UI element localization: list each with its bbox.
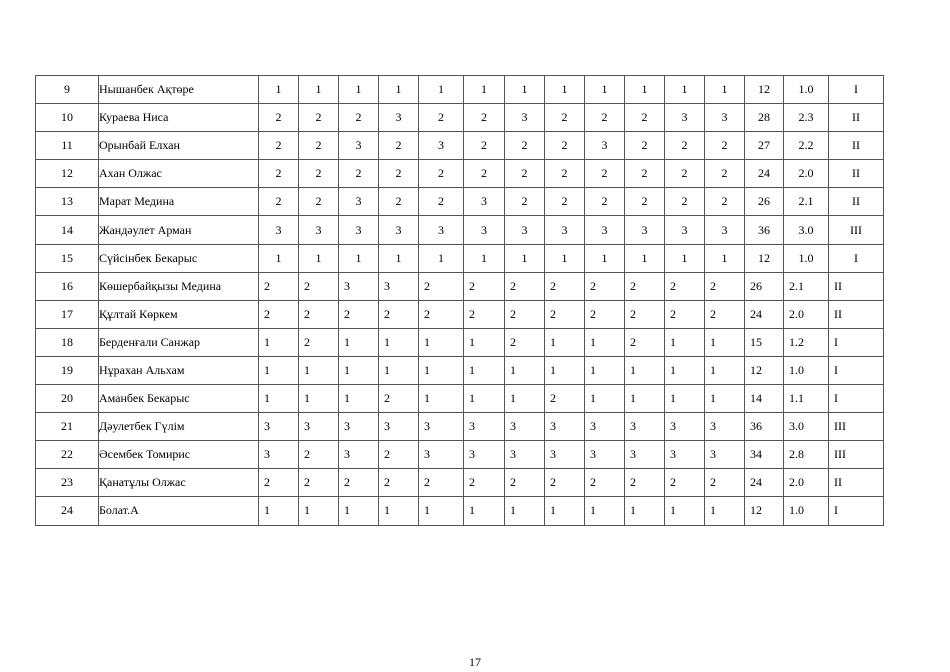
score-cell: 2	[705, 188, 745, 216]
score-cell: 1	[705, 497, 745, 525]
score-cell: 2	[705, 469, 745, 497]
level-cell: I	[829, 356, 884, 384]
score-cell: 3	[299, 413, 339, 441]
score-cell: 3	[464, 188, 505, 216]
score-cell: 3	[665, 413, 705, 441]
student-name-cell: Көшербайқызы Медина	[99, 272, 259, 300]
score-cell: 3	[505, 413, 545, 441]
score-cell: 1	[259, 328, 299, 356]
average-cell: 1.2	[784, 328, 829, 356]
score-cell: 2	[299, 132, 339, 160]
score-cell: 1	[259, 497, 299, 525]
level-cell: III	[829, 441, 884, 469]
score-cell: 1	[339, 385, 379, 413]
score-cell: 2	[464, 132, 505, 160]
level-cell: I	[829, 244, 884, 272]
table-body	[36, 76, 884, 526]
score-cell: 2	[505, 272, 545, 300]
score-cell: 2	[625, 272, 665, 300]
score-cell: 2	[259, 469, 299, 497]
table-row	[36, 356, 884, 384]
score-cell: 1	[705, 76, 745, 104]
score-cell: 3	[705, 104, 745, 132]
score-cell: 3	[665, 216, 705, 244]
score-cell: 3	[505, 216, 545, 244]
score-cell: 2	[625, 104, 665, 132]
total-cell: 15	[745, 328, 784, 356]
level-cell: II	[829, 272, 884, 300]
score-cell: 1	[379, 497, 419, 525]
score-cell: 2	[379, 132, 419, 160]
level-cell: II	[829, 188, 884, 216]
score-cell: 1	[665, 497, 705, 525]
score-cell: 2	[464, 160, 505, 188]
score-cell: 3	[505, 104, 545, 132]
score-cell: 1	[299, 76, 339, 104]
score-cell: 1	[339, 328, 379, 356]
row-number-cell: 13	[36, 188, 99, 216]
total-cell: 14	[745, 385, 784, 413]
table-row	[36, 497, 884, 525]
score-cell: 2	[545, 300, 585, 328]
score-cell: 2	[259, 272, 299, 300]
score-cell: 1	[665, 328, 705, 356]
score-cell: 1	[464, 497, 505, 525]
score-cell: 2	[299, 104, 339, 132]
score-cell: 2	[419, 272, 464, 300]
score-cell: 1	[259, 385, 299, 413]
score-cell: 2	[299, 188, 339, 216]
score-cell: 1	[625, 497, 665, 525]
student-name-cell: Марат Медина	[99, 188, 259, 216]
level-cell: I	[829, 497, 884, 525]
score-cell: 2	[379, 469, 419, 497]
score-cell: 3	[379, 216, 419, 244]
row-number-cell: 17	[36, 300, 99, 328]
student-name-cell: Берденғали Санжар	[99, 328, 259, 356]
score-cell: 2	[665, 132, 705, 160]
score-cell: 1	[464, 385, 505, 413]
score-cell: 1	[585, 328, 625, 356]
score-cell: 1	[625, 385, 665, 413]
average-cell: 2.3	[784, 104, 829, 132]
score-cell: 2	[705, 160, 745, 188]
total-cell: 28	[745, 104, 784, 132]
score-cell: 2	[464, 104, 505, 132]
student-name-cell: Әсембек Томирис	[99, 441, 259, 469]
student-name-cell: Аманбек Бекарыс	[99, 385, 259, 413]
score-cell: 3	[545, 441, 585, 469]
score-cell: 2	[259, 132, 299, 160]
score-cell: 3	[464, 441, 505, 469]
score-cell: 3	[419, 441, 464, 469]
score-cell: 3	[585, 216, 625, 244]
score-cell: 2	[625, 160, 665, 188]
level-cell: II	[829, 300, 884, 328]
score-cell: 2	[625, 328, 665, 356]
student-name-cell: Кураева Ниса	[99, 104, 259, 132]
student-name-cell: Дәулетбек Гүлім	[99, 413, 259, 441]
score-cell: 2	[299, 300, 339, 328]
score-cell: 2	[585, 300, 625, 328]
total-cell: 36	[745, 413, 784, 441]
score-cell: 3	[545, 216, 585, 244]
average-cell: 2.1	[784, 272, 829, 300]
score-cell: 1	[665, 356, 705, 384]
score-cell: 3	[625, 441, 665, 469]
score-cell: 2	[585, 272, 625, 300]
score-cell: 2	[585, 469, 625, 497]
score-cell: 1	[259, 356, 299, 384]
average-cell: 2.1	[784, 188, 829, 216]
score-cell: 2	[585, 160, 625, 188]
row-number-cell: 24	[36, 497, 99, 525]
table-row	[36, 132, 884, 160]
score-cell: 3	[339, 188, 379, 216]
score-cell: 1	[464, 328, 505, 356]
score-cell: 2	[259, 188, 299, 216]
score-cell: 1	[505, 497, 545, 525]
student-name-cell: Орынбай Елхан	[99, 132, 259, 160]
score-cell: 2	[545, 188, 585, 216]
score-cell: 1	[299, 356, 339, 384]
table-row	[36, 104, 884, 132]
score-cell: 3	[299, 216, 339, 244]
row-number-cell: 22	[36, 441, 99, 469]
score-cell: 3	[339, 413, 379, 441]
score-cell: 1	[379, 76, 419, 104]
table-row	[36, 272, 884, 300]
score-cell: 2	[419, 104, 464, 132]
score-cell: 1	[505, 244, 545, 272]
total-cell: 24	[745, 300, 784, 328]
score-cell: 1	[545, 76, 585, 104]
score-cell: 2	[419, 188, 464, 216]
score-cell: 3	[585, 413, 625, 441]
row-number-cell: 12	[36, 160, 99, 188]
total-cell: 12	[745, 497, 784, 525]
score-cell: 1	[505, 356, 545, 384]
score-cell: 1	[705, 356, 745, 384]
total-cell: 26	[745, 188, 784, 216]
score-cell: 2	[545, 385, 585, 413]
score-cell: 2	[665, 469, 705, 497]
score-cell: 1	[379, 356, 419, 384]
score-cell: 3	[585, 441, 625, 469]
table-row	[36, 76, 884, 104]
score-cell: 1	[545, 356, 585, 384]
table-row	[36, 385, 884, 413]
student-name-cell: Жандәулет Арман	[99, 216, 259, 244]
score-cell: 1	[464, 244, 505, 272]
average-cell: 3.0	[784, 413, 829, 441]
score-cell: 3	[464, 413, 505, 441]
total-cell: 24	[745, 469, 784, 497]
score-cell: 1	[585, 356, 625, 384]
row-number-cell: 11	[36, 132, 99, 160]
score-cell: 1	[339, 356, 379, 384]
score-cell: 2	[419, 160, 464, 188]
score-cell: 1	[665, 385, 705, 413]
score-cell: 2	[259, 160, 299, 188]
level-cell: I	[829, 385, 884, 413]
level-cell: III	[829, 216, 884, 244]
score-cell: 1	[505, 385, 545, 413]
score-cell: 2	[419, 469, 464, 497]
score-cell: 1	[665, 76, 705, 104]
average-cell: 2.0	[784, 160, 829, 188]
score-cell: 1	[339, 76, 379, 104]
score-cell: 2	[705, 300, 745, 328]
level-cell: I	[829, 76, 884, 104]
score-cell: 3	[339, 132, 379, 160]
average-cell: 2.8	[784, 441, 829, 469]
score-cell: 2	[545, 160, 585, 188]
score-cell: 3	[705, 216, 745, 244]
score-cell: 2	[379, 441, 419, 469]
score-cell: 2	[299, 328, 339, 356]
score-cell: 2	[665, 300, 705, 328]
score-cell: 1	[705, 385, 745, 413]
score-cell: 2	[464, 272, 505, 300]
score-cell: 1	[464, 356, 505, 384]
total-cell: 27	[745, 132, 784, 160]
page-number: 17	[469, 655, 481, 669]
row-number-cell: 14	[36, 216, 99, 244]
score-cell: 2	[665, 160, 705, 188]
total-cell: 12	[745, 244, 784, 272]
total-cell: 26	[745, 272, 784, 300]
score-cell: 2	[505, 469, 545, 497]
score-cell: 3	[505, 441, 545, 469]
score-cell: 2	[625, 188, 665, 216]
level-cell: I	[829, 328, 884, 356]
score-cell: 2	[585, 104, 625, 132]
score-cell: 3	[379, 104, 419, 132]
score-cell: 1	[585, 76, 625, 104]
table-row	[36, 328, 884, 356]
score-cell: 2	[545, 469, 585, 497]
score-cell: 3	[705, 441, 745, 469]
score-cell: 3	[545, 413, 585, 441]
score-cell: 2	[379, 160, 419, 188]
score-cell: 2	[339, 104, 379, 132]
student-name-cell: Болат.А	[99, 497, 259, 525]
grades-table	[35, 75, 884, 526]
score-cell: 2	[545, 104, 585, 132]
score-cell: 1	[625, 76, 665, 104]
average-cell: 1.1	[784, 385, 829, 413]
score-cell: 2	[505, 160, 545, 188]
score-cell: 1	[545, 497, 585, 525]
student-name-cell: Нышанбек Ақтөре	[99, 76, 259, 104]
score-cell: 2	[464, 469, 505, 497]
score-cell: 3	[625, 216, 665, 244]
score-cell: 3	[705, 413, 745, 441]
average-cell: 2.0	[784, 300, 829, 328]
score-cell: 2	[505, 328, 545, 356]
score-cell: 3	[464, 216, 505, 244]
student-name-cell: Құлтай Көркем	[99, 300, 259, 328]
score-cell: 2	[705, 272, 745, 300]
score-cell: 2	[625, 132, 665, 160]
score-cell: 2	[379, 188, 419, 216]
score-cell: 3	[259, 216, 299, 244]
score-cell: 1	[705, 244, 745, 272]
score-cell: 2	[299, 441, 339, 469]
score-cell: 1	[419, 244, 464, 272]
row-number-cell: 21	[36, 413, 99, 441]
level-cell: II	[829, 104, 884, 132]
table-row	[36, 160, 884, 188]
score-cell: 1	[625, 244, 665, 272]
score-cell: 1	[379, 328, 419, 356]
student-name-cell: Ахан Олжас	[99, 160, 259, 188]
level-cell: III	[829, 413, 884, 441]
score-cell: 2	[419, 300, 464, 328]
level-cell: II	[829, 132, 884, 160]
table-row	[36, 469, 884, 497]
table-row	[36, 244, 884, 272]
score-cell: 2	[625, 300, 665, 328]
score-cell: 2	[299, 272, 339, 300]
score-cell: 1	[339, 497, 379, 525]
score-cell: 1	[419, 497, 464, 525]
score-cell: 2	[625, 469, 665, 497]
row-number-cell: 9	[36, 76, 99, 104]
score-cell: 2	[339, 300, 379, 328]
score-cell: 2	[259, 104, 299, 132]
score-cell: 2	[379, 300, 419, 328]
score-cell: 3	[259, 441, 299, 469]
score-cell: 1	[545, 244, 585, 272]
score-cell: 1	[625, 356, 665, 384]
score-cell: 1	[585, 497, 625, 525]
score-cell: 3	[665, 441, 705, 469]
score-cell: 2	[464, 300, 505, 328]
total-cell: 12	[745, 76, 784, 104]
score-cell: 1	[419, 385, 464, 413]
level-cell: II	[829, 469, 884, 497]
score-cell: 1	[299, 385, 339, 413]
table-row	[36, 441, 884, 469]
score-cell: 1	[419, 76, 464, 104]
score-cell: 3	[419, 413, 464, 441]
score-cell: 1	[545, 328, 585, 356]
score-cell: 2	[339, 469, 379, 497]
row-number-cell: 10	[36, 104, 99, 132]
score-cell: 2	[545, 272, 585, 300]
score-cell: 1	[464, 76, 505, 104]
score-cell: 3	[625, 413, 665, 441]
score-cell: 3	[379, 272, 419, 300]
score-cell: 2	[505, 132, 545, 160]
score-cell: 2	[585, 188, 625, 216]
student-name-cell: Қанатұлы Олжас	[99, 469, 259, 497]
score-cell: 1	[259, 244, 299, 272]
average-cell: 1.0	[784, 497, 829, 525]
score-cell: 2	[545, 132, 585, 160]
score-cell: 2	[505, 300, 545, 328]
average-cell: 2.0	[784, 469, 829, 497]
table-row	[36, 188, 884, 216]
table-row	[36, 216, 884, 244]
score-cell: 2	[299, 469, 339, 497]
student-name-cell: Сүйсінбек Бекарыс	[99, 244, 259, 272]
level-cell: II	[829, 160, 884, 188]
score-cell: 2	[665, 272, 705, 300]
table-row	[36, 300, 884, 328]
average-cell: 1.0	[784, 356, 829, 384]
score-cell: 2	[379, 385, 419, 413]
average-cell: 1.0	[784, 244, 829, 272]
row-number-cell: 18	[36, 328, 99, 356]
row-number-cell: 20	[36, 385, 99, 413]
table-row	[36, 413, 884, 441]
score-cell: 3	[339, 441, 379, 469]
score-cell: 2	[665, 188, 705, 216]
score-cell: 3	[339, 272, 379, 300]
score-cell: 3	[419, 216, 464, 244]
score-cell: 2	[505, 188, 545, 216]
row-number-cell: 23	[36, 469, 99, 497]
score-cell: 1	[505, 76, 545, 104]
score-cell: 3	[259, 413, 299, 441]
score-cell: 1	[665, 244, 705, 272]
score-cell: 1	[339, 244, 379, 272]
score-cell: 1	[419, 328, 464, 356]
score-cell: 1	[379, 244, 419, 272]
total-cell: 34	[745, 441, 784, 469]
average-cell: 1.0	[784, 76, 829, 104]
score-cell: 3	[419, 132, 464, 160]
score-cell: 1	[419, 356, 464, 384]
row-number-cell: 19	[36, 356, 99, 384]
total-cell: 36	[745, 216, 784, 244]
total-cell: 24	[745, 160, 784, 188]
score-cell: 3	[339, 216, 379, 244]
score-cell: 1	[259, 76, 299, 104]
score-cell: 1	[585, 385, 625, 413]
score-cell: 3	[379, 413, 419, 441]
average-cell: 2.2	[784, 132, 829, 160]
score-cell: 1	[585, 244, 625, 272]
score-cell: 1	[705, 328, 745, 356]
row-number-cell: 16	[36, 272, 99, 300]
score-cell: 2	[259, 300, 299, 328]
student-name-cell: Нұрахан Альхам	[99, 356, 259, 384]
score-cell: 1	[299, 497, 339, 525]
row-number-cell: 15	[36, 244, 99, 272]
score-cell: 3	[585, 132, 625, 160]
score-cell: 3	[665, 104, 705, 132]
score-cell: 1	[299, 244, 339, 272]
score-cell: 2	[339, 160, 379, 188]
average-cell: 3.0	[784, 216, 829, 244]
total-cell: 12	[745, 356, 784, 384]
score-cell: 2	[705, 132, 745, 160]
score-cell: 2	[299, 160, 339, 188]
